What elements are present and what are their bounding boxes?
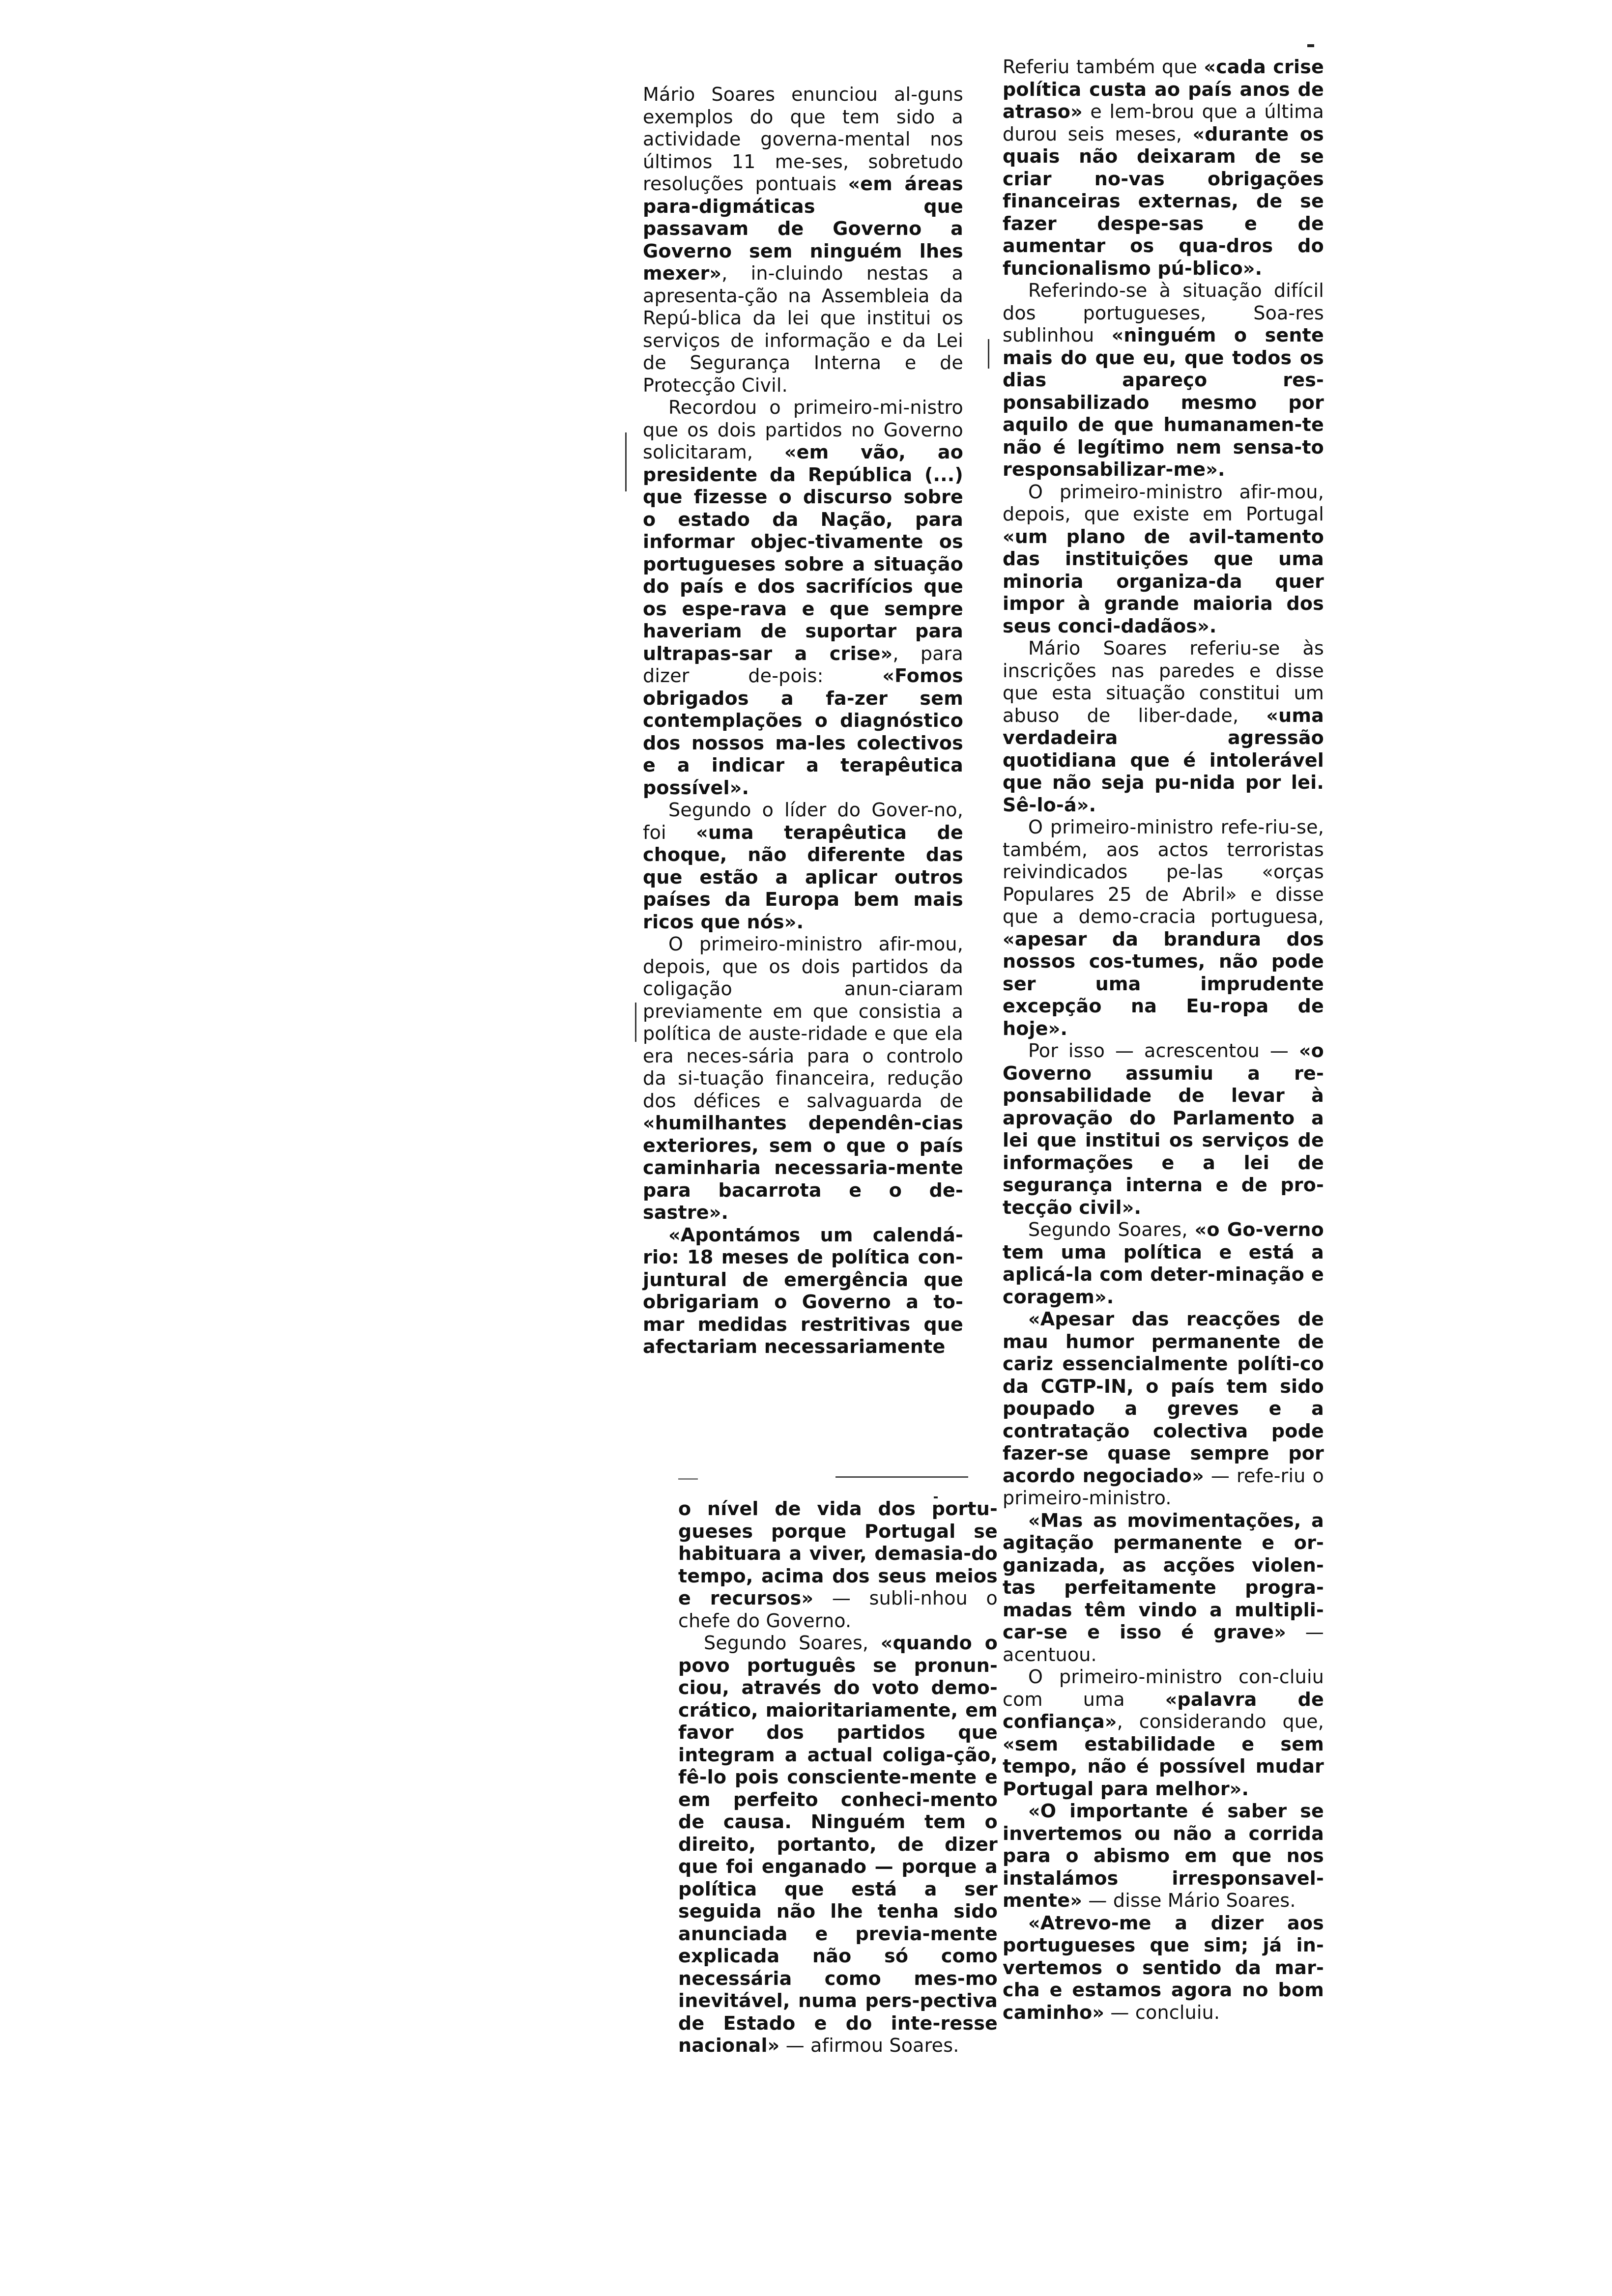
article-paragraph — [643, 84, 963, 397]
paragraph-text: — acentuou. — [1003, 1621, 1324, 1665]
paragraph-text: Segundo Soares, — [1028, 1219, 1195, 1240]
article-paragraph — [1003, 1666, 1324, 1800]
paragraph-text: , considerando que, — [1117, 1711, 1324, 1732]
article-column-left-top — [643, 84, 963, 1358]
clipping-edge-mark — [635, 1003, 636, 1042]
bold-quote-text: «Atrevo-me a dizer aos portugueses que sim; já in-vertemos o sentido da mar-cha e estamos agora no bom caminho» — [1003, 1912, 1324, 2023]
article-paragraph — [1003, 56, 1324, 280]
paragraph-text: O primeiro-ministro con-cluiu com uma — [1003, 1666, 1324, 1710]
paragraph-text: O primeiro-ministro refe-riu-se, também, aos actos terroristas reivindicados pe-las «orças Populares 25 de Abril» e disse que a demo-cracia portuguesa, — [1003, 816, 1324, 927]
article-paragraph — [643, 1224, 963, 1358]
article-column-right — [1003, 56, 1324, 2024]
bold-quote-text: «durante os quais não deixaram de se criar no-vas obrigações financeiras externas, de se fazer despe-sas e de aumentar os qua-dros do funcionalismo pú-blico». — [1003, 123, 1324, 279]
article-paragraph — [1003, 1912, 1324, 2024]
paragraph-text: O primeiro-ministro afir-mou, depois, que existe em Portugal — [1003, 481, 1324, 525]
paragraph-text: — subli-nhou o chefe do Governo. — [678, 1587, 998, 1632]
bold-quote-text: «sem estabilidade e sem tempo, não é possível mudar Portugal para melhor». — [1003, 1733, 1324, 1800]
article-paragraph — [1003, 816, 1324, 1040]
bold-quote-text: «palavra de confiança» — [1003, 1688, 1324, 1732]
article-paragraph — [1003, 1219, 1324, 1308]
paragraph-text: Por isso — acrescentou — — [1028, 1040, 1299, 1062]
paragraph-text: e lem-brou que a última durou seis meses, — [1003, 101, 1324, 145]
clipping-edge-mark — [625, 432, 627, 491]
paragraph-text: — afirmou Soares. — [779, 2035, 959, 2056]
clipping-edge-mark — [988, 339, 989, 369]
bold-quote-text: «um plano de avil-tamento das instituições que uma minoria organiza-da quer impor à grande maioria dos seus conci-dadãos». — [1003, 525, 1324, 637]
bold-quote-text: «apesar da brandura dos nossos cos-tumes, não pode ser uma imprudente excepção na Eu-ropa de hoje». — [1003, 928, 1324, 1039]
paragraph-text: — refe-riu o primeiro-ministro. — [1003, 1464, 1324, 1509]
article-paragraph — [1003, 1040, 1324, 1219]
bold-quote-text: «em vão, ao presidente da República (...) que fizesse o discurso sobre o estado da Nação, para informar objec-tivamente os portugueses sobre a situação do país e dos sacrifícios que os espe-rava e que sempre haveriam de suportar para ultrapas-sar a crise» — [643, 441, 964, 664]
paragraph-text: Segundo Soares, — [704, 1632, 881, 1654]
paragraph-text: Recordou o primeiro-mi-nistro que os dois partidos no Governo solicitaram, — [643, 397, 963, 463]
article-paragraph — [678, 1498, 998, 1632]
bold-quote-text: «em áreas para-digmáticas que passavam de Governo a Governo sem ninguém lhes mexer» — [643, 173, 963, 284]
paragraph-text: — disse Mário Soares. — [1082, 1890, 1296, 1911]
article-paragraph — [1003, 481, 1324, 638]
article-paragraph — [1003, 1308, 1324, 1510]
bold-quote-text: «uma terapêutica de choque, não diferente das que estão a aplicar outros países da Europa bem mais ricos que nós». — [643, 821, 963, 933]
paragraph-text: Mário Soares referiu-se às inscrições nas paredes e disse que esta situação constitui um abuso de liber-dade, — [1003, 637, 1324, 726]
paragraph-text: , para dizer de-pois: — [643, 642, 963, 687]
bold-quote-text: «Apontámos um calendá-rio: 18 meses de política con-juntural de emergência que obrigariam o Governo a to-mar medidas restritivas que afectariam necessariamente — [643, 1224, 963, 1357]
paragraph-text: O primeiro-ministro afir-mou, depois, que os dois partidos da coligação anun-ciaram previamente em que consistia a política de auste-ridade e que ela era neces-sária para o controlo da si-tuação financeira, redução dos défices e salvaguarda de — [643, 933, 963, 1112]
article-paragraph — [643, 933, 963, 1224]
paragraph-text: Referiu também que — [1003, 56, 1204, 78]
paragraph-text: , in-cluindo nestas a apresenta-ção na Assembleia da Repú-blica da lei que institui os serviços de informação e da Lei de Segurança Interna e de Protecção Civil. — [643, 262, 963, 396]
scan-speck — [1307, 44, 1314, 47]
bold-quote-text: «o Go-verno tem uma política e está a aplicá-la com deter-minação e coragem». — [1003, 1219, 1324, 1308]
article-paragraph — [1003, 1510, 1324, 1666]
bold-quote-text: «O importante é saber se invertemos ou não a corrida para o abismo em que nos instalámos irresponsavel-mente» — [1003, 1800, 1324, 1911]
column-break-rule — [835, 1476, 968, 1478]
bold-quote-text: «ninguém o sente mais do que eu, que todos os dias apareço res-ponsabilizado mesmo por aquilo de que humanamen-te não é legítimo nem sensa-to responsabilizar-me». — [1003, 324, 1324, 480]
column-break-rule-short — [678, 1478, 698, 1480]
article-paragraph — [1003, 1800, 1324, 1912]
paragraph-text: — concluiu. — [1104, 2001, 1220, 2023]
article-paragraph — [643, 397, 963, 799]
article-column-left-bottom — [678, 1498, 998, 2057]
bold-quote-text: «Fomos obrigados a fa-zer sem contemplações o diagnóstico dos nossos ma-les colectivos e a indicar a terapêutica possível». — [643, 665, 963, 799]
bold-quote-text: «quando o povo português se pronun-ciou, através do voto demo-crático, maioritariamente, em favor dos partidos que integram a actual coliga-ção, fê-lo pois consciente-mente e em perfeito conheci-mento de causa. Ninguém tem o direito, portanto, de dizer que foi enganado — porque a política que está a ser seguida não lhe tenha sido anunciada e previa-mente explicada não só como necessária como mes-mo inevitável, numa pers-pectiva de Estado e do inte-resse nacional» — [678, 1632, 998, 2056]
bold-quote-text: «humilhantes dependên-cias exteriores, sem o que o país caminharia necessaria-mente para bacarrota e o de-sastre». — [643, 1112, 963, 1223]
bold-quote-text: «Apesar das reacções de mau humor permanente de cariz essencialmente políti-co da CGTP-IN, o país tem sido poupado a greves e a contratação colectiva pode fazer-se quase sempre por acordo negociado» — [1003, 1308, 1324, 1487]
bold-quote-text: «cada crise política custa ao país anos de atraso» — [1003, 56, 1324, 122]
paragraph-text: Referindo-se à situação difícil dos portugueses, Soa-res sublinhou — [1003, 280, 1324, 346]
bold-quote-text: «o Governo assumiu a re-ponsabilidade de levar à aprovação do Parlamento a lei que institui os serviços de informações e a lei de segurança interna e de pro-tecção civil». — [1003, 1040, 1324, 1218]
article-paragraph — [643, 799, 963, 933]
bold-quote-text: o nível de vida dos portu-gueses porque Portugal se habituara a viver, demasia-do tempo, acima dos seus meios e recursos» — [678, 1498, 998, 1609]
paragraph-text: Mário Soares enunciou al-guns exemplos do que tem sido a actividade governa-mental nos últimos 11 me-ses, sobretudo resoluções pontuais — [643, 84, 963, 195]
article-paragraph — [1003, 280, 1324, 481]
bold-quote-text: «Mas as movimentações, a agitação permanente e or-ganizada, as acções violen-tas perfeitamente progra-madas têm vindo a multipli-car-se e isso é grave» — [1003, 1509, 1324, 1643]
article-paragraph — [678, 1632, 998, 2057]
bold-quote-text: «uma verdadeira agressão quotidiana que é intolerável que não seja pu-nida por lei. Sê-lo-á». — [1003, 704, 1324, 816]
paragraph-text: Segundo o líder do Gover-no, foi — [643, 799, 963, 843]
article-paragraph — [1003, 637, 1324, 816]
